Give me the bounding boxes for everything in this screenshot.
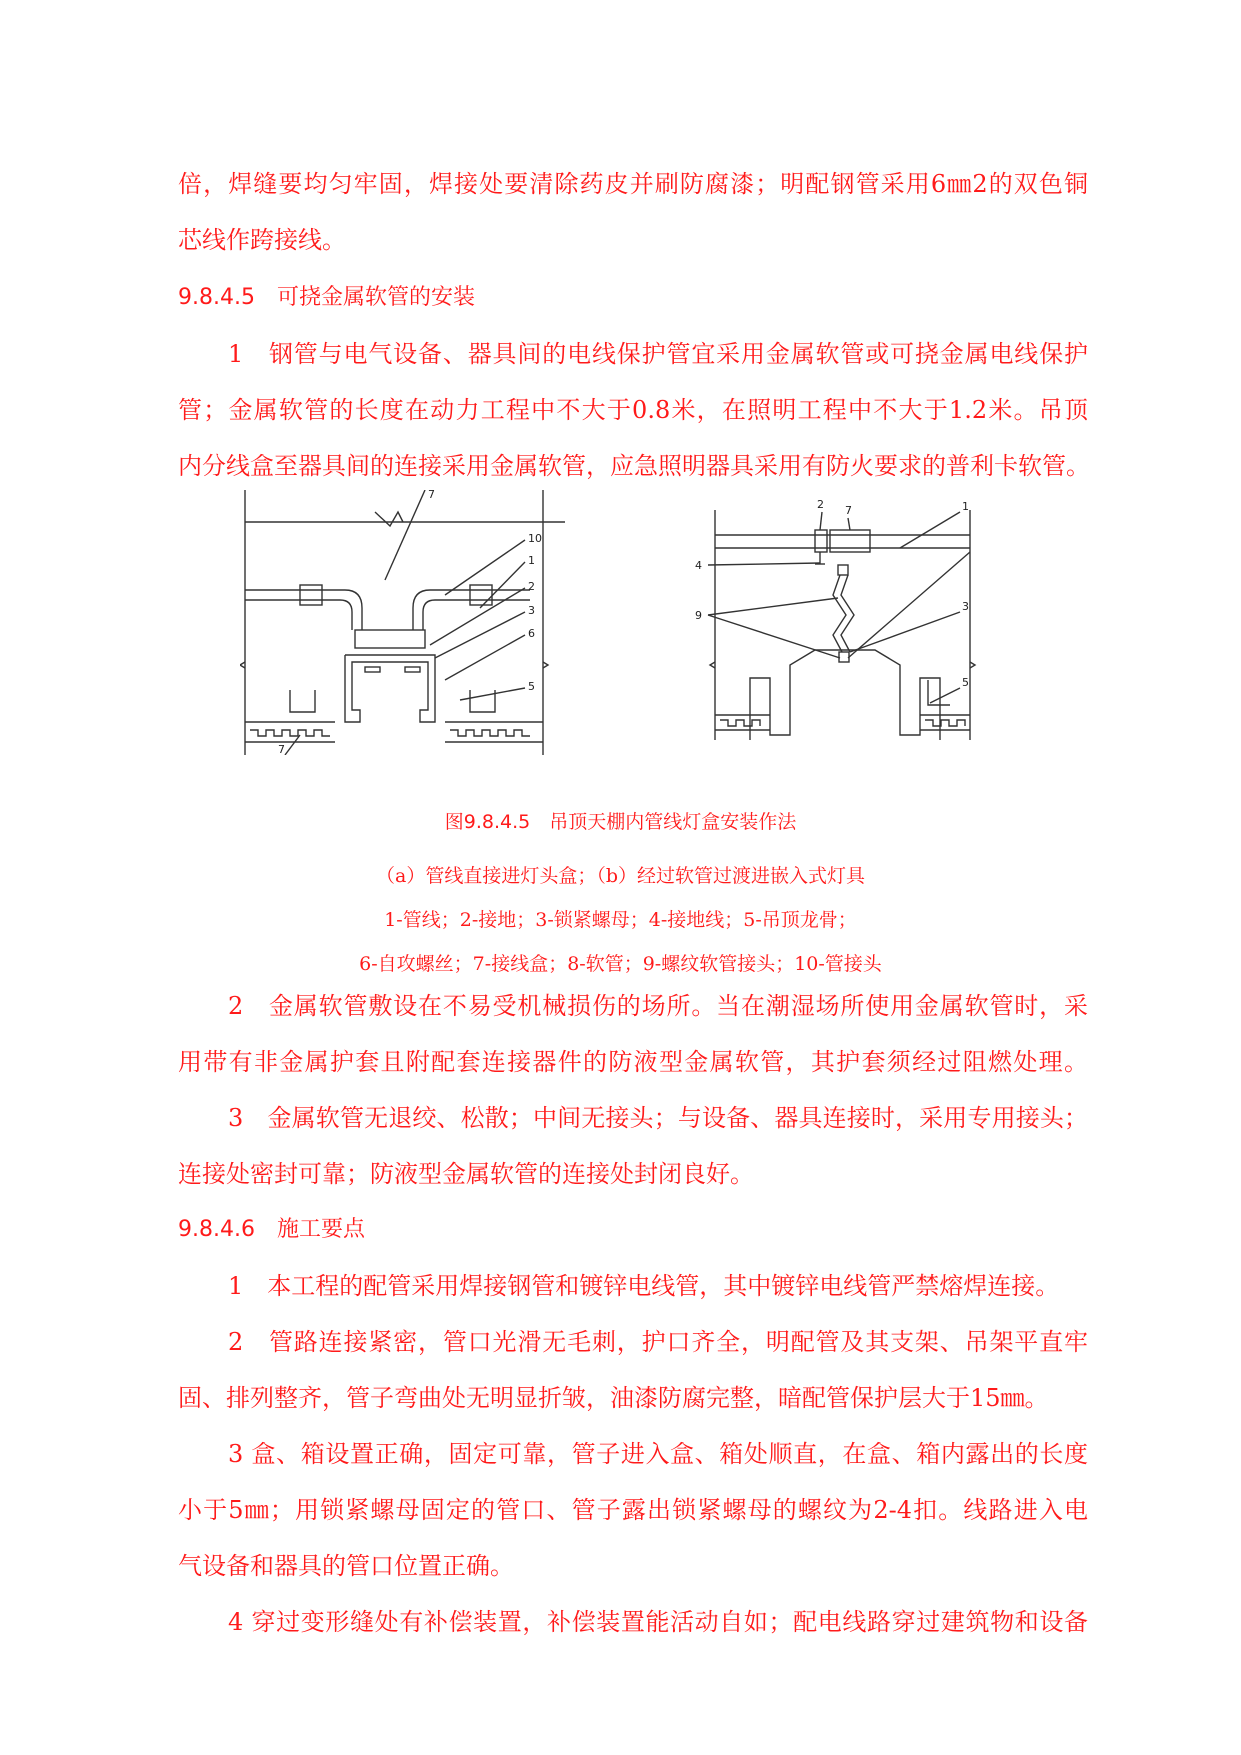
figure-legend-line: 6-自攻螺丝；7-接线盒；8-软管；9-螺纹软管接头；10-管接头	[359, 953, 882, 975]
paragraph-line: 3 盒、箱设置正确，固定可靠，管子进入盒、箱处顺直，在盒、箱内露出的长度	[228, 1440, 1088, 1468]
callout-2: 2	[528, 580, 535, 593]
paragraph-line: 芯线作跨接线。	[178, 226, 346, 254]
callout-3: 3	[528, 604, 535, 617]
callout-5: 5	[528, 680, 535, 693]
paragraph-line: 固、排列整齐，管子弯曲处无明显折皱，油漆防腐完整，暗配管保护层大于15㎜。	[178, 1384, 1049, 1412]
section-heading: 9.8.4.6 施工要点	[178, 1217, 365, 1242]
paragraph-line: 1 本工程的配管采用焊接钢管和镀锌电线管，其中镀锌电线管严禁熔焊连接。	[228, 1272, 1060, 1300]
paragraph-line: 倍，焊缝要均匀牢固，焊接处要清除药皮并刷防腐漆；明配钢管采用6㎜2的双色铜	[178, 170, 1088, 198]
paragraph-line: 气设备和器具的管口位置正确。	[178, 1552, 514, 1580]
paragraph-line: 管；金属软管的长度在动力工程中不大于0.8米，在照明工程中不大于1.2米。吊顶	[178, 396, 1088, 424]
section-heading: 9.8.4.5 可挠金属软管的安装	[178, 285, 475, 310]
callout-9: 9	[695, 609, 702, 622]
paragraph-line: 4 穿过变形缝处有补偿装置，补偿装置能活动自如；配电线路穿过建筑物和设备	[228, 1608, 1088, 1636]
callout-1: 1	[962, 500, 969, 513]
paragraph-line: 2 管路连接紧密，管口光滑无毛刺，护口齐全，明配管及其支架、吊架平直牢	[228, 1328, 1088, 1356]
figure-b-drawing	[670, 490, 1020, 755]
paragraph-line: 1 钢管与电气设备、器具间的电线保护管宜采用金属软管或可挠金属电线保护	[228, 340, 1088, 368]
callout-4: 4	[695, 559, 702, 572]
callout-5: 5	[962, 676, 969, 689]
paragraph-line: 连接处密封可靠；防液型金属软管的连接处封闭良好。	[178, 1160, 754, 1188]
paragraph-line: 用带有非金属护套且附配套连接器件的防液型金属软管，其护套须经过阻燃处理。	[178, 1048, 1088, 1076]
callout-7: 7	[845, 504, 852, 517]
callout-6: 6	[528, 627, 535, 640]
callout-7-bottom: 7	[278, 743, 285, 755]
paragraph-line: 内分线盒至器具间的连接采用金属软管，应急照明器具采用有防火要求的普利卡软管。	[178, 452, 1090, 480]
callout-3: 3	[962, 600, 969, 613]
paragraph-line: 小于5㎜；用锁紧螺母固定的管口、管子露出锁紧螺母的螺纹为2-4扣。线路进入电	[178, 1496, 1088, 1524]
figure-legend-line: 1-管线；2-接地；3-锁紧螺母；4-接地线；5-吊顶龙骨；	[384, 909, 857, 931]
callout-2: 2	[817, 498, 824, 511]
callout-7: 7	[428, 490, 435, 501]
figure-subtitle: （a）管线直接进灯头盒；（b）经过软管过渡进嵌入式灯具	[376, 865, 865, 887]
figure-a-drawing	[240, 490, 580, 755]
callout-10: 10	[528, 532, 542, 545]
paragraph-line: 3 金属软管无退绞、松散；中间无接头；与设备、器具连接时，采用专用接头；	[228, 1104, 1088, 1132]
figure-title: 图9.8.4.5 吊顶天棚内管线灯盒安装作法	[444, 811, 797, 833]
callout-1: 1	[528, 554, 535, 567]
paragraph-line: 2 金属软管敷设在不易受机械损伤的场所。当在潮湿场所使用金属软管时，采	[228, 992, 1088, 1020]
